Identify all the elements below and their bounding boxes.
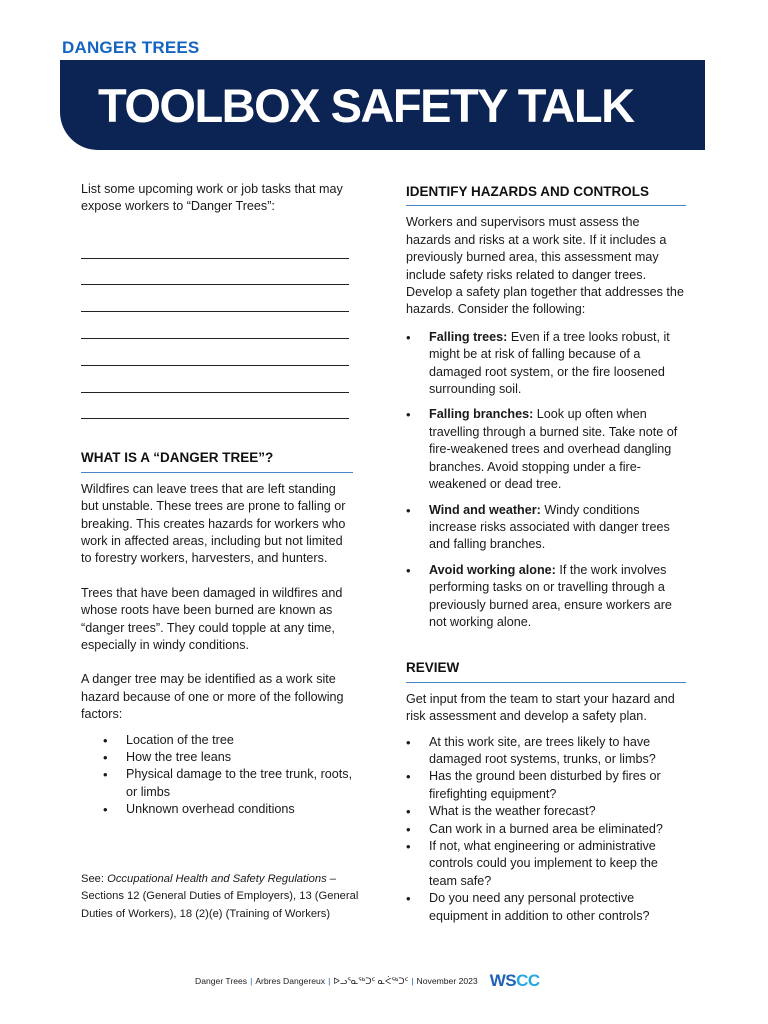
write-line[interactable] bbox=[81, 366, 349, 393]
section-heading-review: REVIEW bbox=[406, 659, 686, 682]
footer-separator: | bbox=[411, 976, 414, 986]
write-line[interactable] bbox=[81, 285, 349, 312]
wscc-logo bbox=[490, 971, 540, 991]
hazards-list bbox=[406, 329, 686, 632]
list-item bbox=[406, 562, 686, 632]
hazard-text: If the work involves performing tasks on or travelling through a previously burned area, ensure workers are not working alone. bbox=[429, 562, 672, 629]
write-line[interactable] bbox=[81, 393, 349, 420]
paragraph: Get input from the team to start your hazard and risk assessment and develop a safety plan. bbox=[406, 691, 675, 724]
write-line[interactable] bbox=[81, 259, 349, 286]
list-item bbox=[406, 502, 686, 554]
see-sections: – Sections 12 (General Duties of Employers), 13 (General Duties of Workers), 18 (2)(e) (Training of Workers) bbox=[81, 873, 359, 920]
hazard-lead: Wind and weather: bbox=[429, 502, 541, 517]
footer-date: November 2023 bbox=[416, 976, 478, 986]
list-item: • Unknown overhead conditions bbox=[81, 801, 353, 818]
left-column bbox=[81, 181, 353, 819]
paragraph: Trees that have been damaged in wildfires and whose roots have been burned are known as “danger trees”. They could topple at any time, especially in windy conditions. bbox=[81, 585, 343, 653]
task-prompt: List some upcoming work or job tasks that may expose workers to “Danger Trees”: bbox=[81, 182, 343, 214]
section-heading-what-is: WHAT IS A “DANGER TREE”? bbox=[81, 449, 353, 472]
list-item: • Physical damage to the tree trunk, roots, or limbs bbox=[81, 766, 353, 801]
logo-secondary: CC bbox=[516, 971, 540, 990]
page-title: TOOLBOX SAFETY TALK bbox=[98, 78, 634, 132]
paragraph: A danger tree may be identified as a work site hazard because of one or more of the following factors: bbox=[81, 672, 344, 722]
footer-title-iu: ᐅᓗᕐᓇᖅᑐᑦ ᓇᐹᖅᑐᑦ bbox=[333, 975, 409, 986]
paragraph: Wildfires can leave trees that are left standing but unstable. These trees are prone to falling or breaking. This creates hazards for workers who work in affected areas, including but not limited to forestry workers, harvesters, and hunters. bbox=[81, 481, 346, 566]
footer-separator: | bbox=[328, 976, 331, 986]
hazard-text: Look up often when travelling through a burned site. Take note of fire-weakened trees and overhead dangling branches. Avoid stopping under a fire-weakened or dead tree. bbox=[429, 407, 678, 492]
factors-list bbox=[81, 732, 353, 819]
hazard-text: Windy conditions increase risks associated with danger trees and falling branches. bbox=[429, 502, 670, 552]
hazard-text: Even if a tree looks robust, it might be at risk of falling because of a damaged root system, or the fire loosened surrounding soil. bbox=[429, 329, 670, 397]
regulation-reference bbox=[81, 871, 371, 923]
see-prefix: See: bbox=[81, 873, 108, 885]
hazard-lead: Falling branches: bbox=[429, 407, 534, 422]
write-line[interactable] bbox=[81, 312, 349, 339]
footer-separator: | bbox=[250, 976, 253, 986]
hazard-lead: Falling trees: bbox=[429, 329, 508, 344]
right-column bbox=[406, 183, 686, 925]
list-item: • Location of the tree bbox=[81, 732, 353, 749]
list-item bbox=[406, 329, 686, 399]
list-item bbox=[406, 406, 686, 493]
title-banner bbox=[60, 60, 705, 150]
document-kicker: DANGER TREES bbox=[62, 38, 200, 57]
section-heading-hazards: IDENTIFY HAZARDS AND CONTROLS bbox=[406, 183, 686, 206]
footer-title-fr: Arbres Dangereux bbox=[255, 976, 326, 986]
footer-title-en: Danger Trees bbox=[195, 976, 248, 986]
hazard-lead: Avoid working alone: bbox=[429, 562, 556, 577]
review-list bbox=[406, 734, 686, 925]
paragraph: Workers and supervisors must assess the hazards and risks at a work site. If it includes a previously burned area, this assessment may include safety risks related to danger trees. Develop a safety plan together that addresses the hazards. Consider the following: bbox=[406, 215, 684, 317]
list-item: • How the tree leans bbox=[81, 749, 353, 766]
write-line[interactable] bbox=[81, 232, 349, 259]
page-footer bbox=[195, 971, 540, 991]
regulation-title: Occupational Health and Safety Regulations bbox=[107, 873, 327, 885]
list-item: • What is the weather forecast? bbox=[406, 803, 686, 820]
list-item: • At this work site, are trees likely to have damaged root systems, trunks, or limbs? bbox=[406, 734, 686, 769]
list-item: • Do you need any personal protective equipment in addition to other controls? bbox=[406, 890, 686, 925]
list-item: • Can work in a burned area be eliminated? bbox=[406, 821, 686, 838]
logo-primary: WS bbox=[489, 971, 517, 990]
write-in-lines bbox=[81, 232, 353, 420]
list-item: • Has the ground been disturbed by fires or firefighting equipment? bbox=[406, 768, 686, 803]
list-item: • If not, what engineering or administrative controls could you implement to keep the team safe? bbox=[406, 838, 686, 890]
write-line[interactable] bbox=[81, 339, 349, 366]
